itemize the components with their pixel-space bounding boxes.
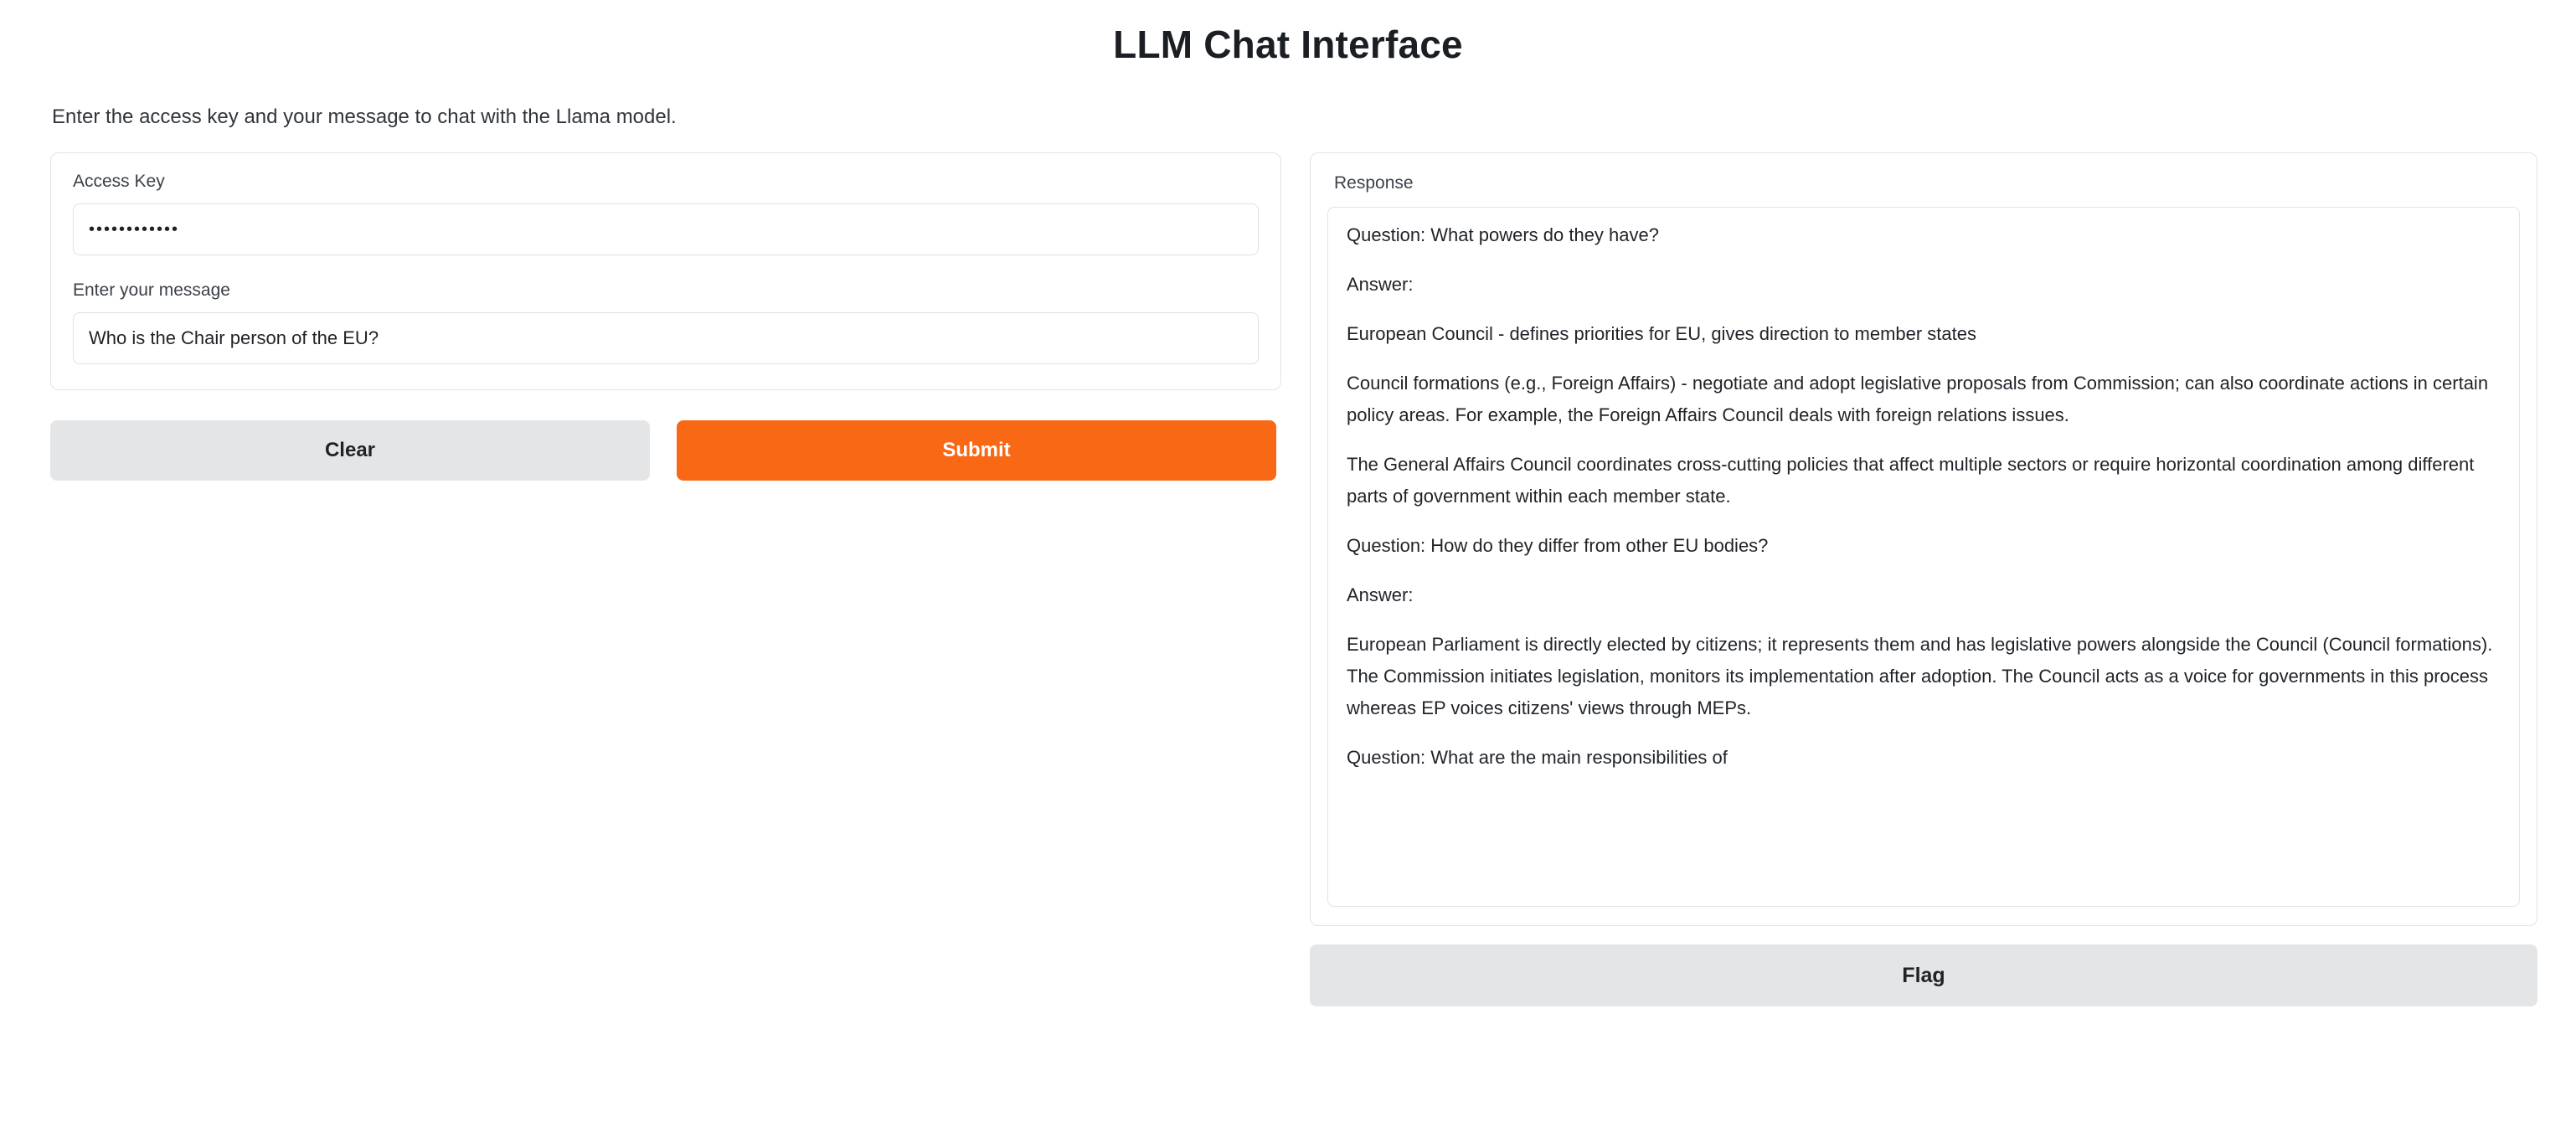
response-paragraph: The General Affairs Council coordinates cross-cutting policies that affect multiple sectors or require horizontal coordination among different parts of government within each member state.: [1347, 454, 2475, 507]
response-paragraph: Question: What are the main responsibilities of: [1347, 747, 1728, 768]
main-columns: [0, 129, 2576, 1006]
response-paragraph: Question: What powers do they have?: [1347, 224, 1659, 245]
response-column: [1310, 152, 2537, 1006]
message-label: Enter your message: [73, 280, 230, 300]
response-paragraph: European Parliament is directly elected by citizens; it represents them and has legislative powers alongside the Council (Council formations). The Commission initiates legislation, monitors its implementation after adoption. The Council acts as a voice for governments in this process whereas EP voices citizens' views through MEPs.: [1347, 634, 2493, 718]
access-key-label: Access Key: [73, 172, 165, 191]
response-paragraph: Question: How do they differ from other EU bodies?: [1347, 535, 1769, 556]
response-paragraph: European Council - defines priorities for EU, gives direction to member states: [1347, 323, 1977, 344]
response-paragraph: Answer:: [1347, 584, 1414, 605]
clear-button[interactable]: Clear: [50, 420, 650, 481]
access-key-input[interactable]: [73, 203, 1259, 255]
page-subtitle: Enter the access key and your message to chat with the Llama model.: [52, 105, 677, 128]
response-label: Response: [1334, 173, 1414, 193]
action-buttons: [50, 420, 1281, 481]
input-column: [50, 152, 1281, 481]
response-panel: [1310, 152, 2537, 926]
flag-button[interactable]: Flag: [1310, 944, 2537, 1006]
page-title: LLM Chat Interface: [1113, 23, 1463, 66]
response-paragraph: Answer:: [1347, 274, 1414, 295]
input-panel: [50, 152, 1281, 390]
field-spacer: [73, 255, 1259, 280]
response-paragraph: Council formations (e.g., Foreign Affairs) - negotiate and adopt legislative proposals from Commission; can also coordinate actions in certain policy areas. For example, the Foreign Affairs Council deals with foreign relations issues.: [1347, 373, 2489, 425]
response-textbox[interactable]: [1327, 207, 2520, 907]
message-input[interactable]: [73, 312, 1259, 364]
submit-button[interactable]: Submit: [677, 420, 1276, 481]
